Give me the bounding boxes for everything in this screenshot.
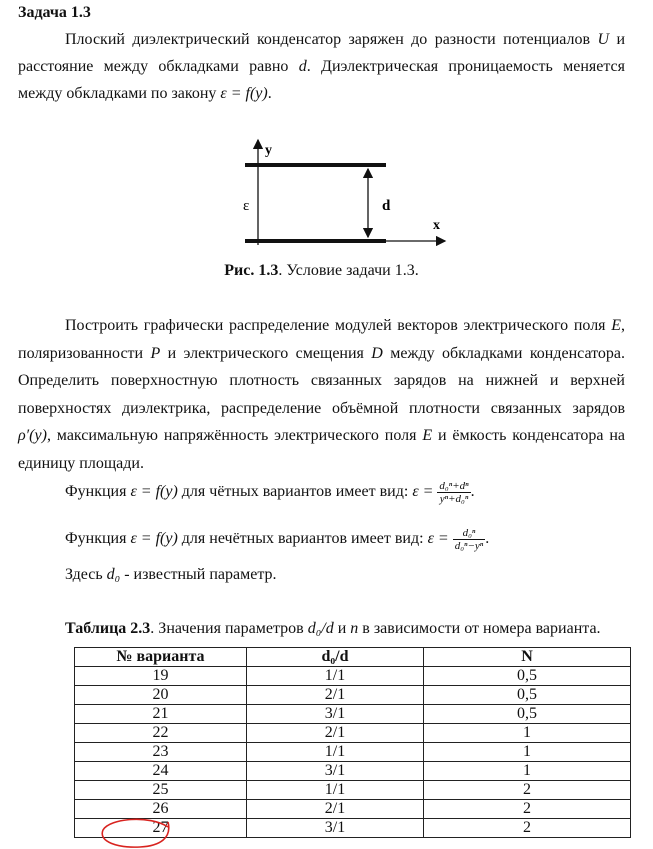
table-cell: 2/1 <box>247 800 424 819</box>
table-row <box>75 667 631 686</box>
text-line <box>18 371 625 391</box>
table-row <box>75 705 631 724</box>
table-cell: 1 <box>424 724 631 743</box>
table-cell: 0,5 <box>424 667 631 686</box>
table-caption: Таблица 2.3. Значения параметров d₀/d и n в зависимости от номера варианта. <box>65 620 601 637</box>
d-label: d <box>382 198 391 214</box>
text-segment: и электрического смещения <box>160 344 372 362</box>
text-segment: d <box>298 58 307 75</box>
table-row <box>75 724 631 743</box>
text-segment: между обкладками по закону <box>18 85 221 102</box>
text-segment: между обкладками конденсатора. <box>382 344 626 362</box>
table-cell: 2 <box>424 781 631 800</box>
table-header-row <box>75 648 631 667</box>
text-segment: , <box>621 317 625 334</box>
fraction-even: $\frac{\text{d₀ⁿ+dⁿ}}{\text{yⁿ+d₀ⁿ}}$ <box>439 480 469 505</box>
text-line <box>18 399 625 419</box>
text-segment: E <box>611 317 621 334</box>
table-row <box>75 762 631 781</box>
table-cell: 0,5 <box>424 686 631 705</box>
text-segment: и ёмкость конденсатора на <box>432 427 625 444</box>
text-segment: Плоский диэлектрический конденсатор заряжен до разности потенциалов <box>65 31 598 48</box>
table-cell: 1/1 <box>247 781 424 800</box>
function-even: Функция ε = f(y) для чётных вариантов имеет вид: ε = $\frac{\text{d₀ⁿ+dⁿ}}{\text{yⁿ+d₀ⁿ}}$ . <box>65 480 475 505</box>
text-segment: P <box>150 344 161 362</box>
table-cell: 2 <box>424 800 631 819</box>
text-segment: ε = f(y) <box>220 85 268 102</box>
text-segment: D <box>371 344 383 362</box>
table-cell: 2/1 <box>247 724 424 743</box>
table-cell: 3/1 <box>247 819 424 838</box>
table-row <box>75 743 631 762</box>
text-segment: Определить поверхностную плотность связанных зарядов на нижней и верхней <box>18 372 625 389</box>
task-title: Задача 1.3 <box>18 4 91 21</box>
table-cell: 23 <box>75 743 247 762</box>
table-row <box>75 800 631 819</box>
table-cell: 1 <box>424 762 631 781</box>
function-odd: Функция ε = f(y) для нечётных вариантов имеет вид: ε = $\frac{\text{d₀ⁿ}}{\text{d₀ⁿ−yⁿ}}$ . <box>65 527 490 552</box>
note: Здесь d₀ - известный параметр. <box>65 566 277 583</box>
text-segment: единицу площади. <box>18 454 144 472</box>
variants-table <box>74 647 631 838</box>
header-variant: № варианта <box>75 648 247 667</box>
table-cell: 3/1 <box>247 705 424 724</box>
table-cell: 21 <box>75 705 247 724</box>
text-segment: U <box>597 31 610 48</box>
text-segment: поверхностях диэлектрика, распределение объёмной плотности связанных зарядов <box>18 399 625 417</box>
text-segment: и <box>609 31 626 48</box>
text-segment: Построить графически распределение модулей векторов электрического поля <box>65 317 612 334</box>
table-row <box>75 819 631 838</box>
text-segment: . Диэлектрическая проницаемость меняется <box>306 58 626 75</box>
table-cell: 24 <box>75 762 247 781</box>
text-segment: E <box>422 427 433 444</box>
header-n: N <box>424 648 631 667</box>
text-segment: ρ′(y) <box>18 427 47 444</box>
text-segment: поляризованности <box>18 344 151 362</box>
fraction-odd: $\frac{\text{d₀ⁿ}}{\text{d₀ⁿ−yⁿ}}$ <box>454 527 484 552</box>
table-cell: 0,5 <box>424 705 631 724</box>
capacitor-figure <box>0 0 653 300</box>
table-cell: 3/1 <box>247 762 424 781</box>
x-label: x <box>433 218 440 233</box>
table-cell: 22 <box>75 724 247 743</box>
table-cell: 27 <box>75 819 247 838</box>
table-cell: 2/1 <box>247 686 424 705</box>
table-cell: 1/1 <box>247 743 424 762</box>
table-row <box>75 781 631 800</box>
text-segment: . <box>267 85 272 102</box>
table-cell: 1/1 <box>247 667 424 686</box>
text-line <box>65 316 625 336</box>
table-cell: 1 <box>424 743 631 762</box>
epsilon-label: ε <box>243 198 250 214</box>
table-cell: 19 <box>75 667 247 686</box>
header-d0-d: d₀/d <box>247 648 424 667</box>
table-cell: 25 <box>75 781 247 800</box>
table-row <box>75 686 631 705</box>
table-cell: 26 <box>75 800 247 819</box>
table-cell: 20 <box>75 686 247 705</box>
table-cell: 2 <box>424 819 631 838</box>
text-line <box>18 344 625 364</box>
text-segment: расстояние между обкладками равно <box>18 58 299 75</box>
text-line <box>18 426 625 446</box>
text-line <box>18 454 625 474</box>
figure-caption: Рис. 1.3. Условие задачи 1.3. <box>224 262 419 279</box>
text-segment: , максимальную напряжённость электрического поля <box>46 427 423 444</box>
y-label: y <box>265 143 272 158</box>
